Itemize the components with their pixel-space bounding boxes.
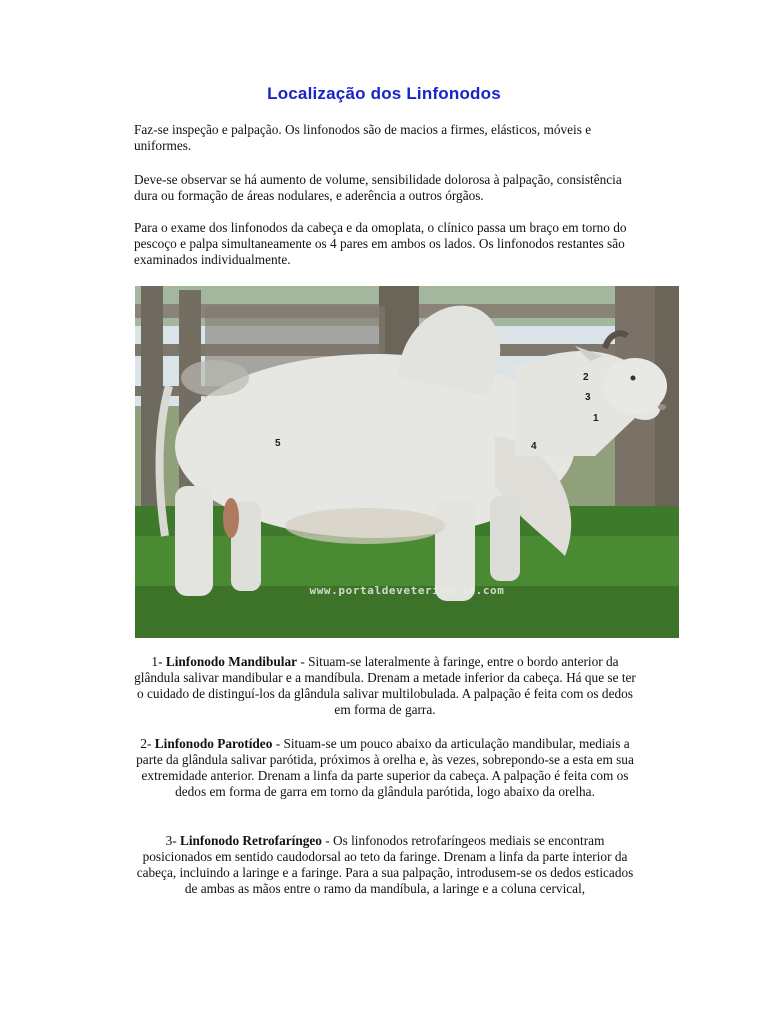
item-mandibular	[132, 654, 638, 718]
marker-4: 4	[531, 441, 537, 452]
intro-paragraph-3: Para o exame dos linfonodos da cabeça e da omoplata, o clínico passa um braço em torno do pescoço e palpa simultaneamente os 4 pares em ambos os lados. Os linfonodos restantes são examinados individualmente.	[134, 220, 627, 267]
item-3-name: Linfonodo Retrofaríngeo	[179, 833, 322, 848]
marker-2: 2	[583, 372, 589, 383]
item-3-text: - Os linfonodos retrofaríngeos mediais se encontram posicionados em sentido caudodorsal ao teto da faringe. Drenam a linfa da parte interior da cabeça, incluindo a laringe e a faringe. Para a sua palpação, introdusem-se os dedos esticados de ambas as mãos entre o ramo da mandíbula, a laringe e a coluna cervical,	[136, 833, 634, 896]
item-1-text: - Situam-se lateralmente à faringe, entre o bordo anterior da glândula salivar mandibular e a mandíbula. Drenam a metade inferior da cabeça. Há que se ter o cuidado de distinguí-los da glândula salivar multilobulada. A palpação é feita com os dedos em forma de garra.	[134, 654, 636, 717]
marker-3: 3	[585, 392, 591, 403]
cattle-photo	[135, 286, 679, 638]
item-2-text: - Situam-se um pouco abaixo da articulação mandibular, mediais a parte da glândula salivar parótida, próximos à orelha e, às vezes, sobrepondo-se a esta em sua extremidade anterior. Drenam a linfa da parte superior da cabeça. A palpação é feita com os dedos em forma de garra em torno da glândula parótida, logo abaixo da orelha.	[136, 736, 634, 799]
item-2-prefix: 2-	[140, 736, 155, 751]
marker-5: 5	[275, 438, 281, 449]
item-1-name: Linfonodo Mandibular	[165, 654, 297, 669]
image-watermark: www.portaldeveterinaria.com	[309, 584, 505, 597]
item-1-prefix: 1-	[151, 654, 166, 669]
intro-paragraph-1: Faz-se inspeção e palpação. Os linfonodos são de macios a firmes, elásticos, móveis e uniformes.	[134, 122, 592, 153]
item-parotideo	[132, 736, 638, 800]
page-title: Localização dos Linfonodos	[267, 84, 501, 103]
item-retrofaringeo	[132, 833, 638, 897]
item-3-prefix: 3-	[165, 833, 180, 848]
intro-paragraph-2: Deve-se observar se há aumento de volume, sensibilidade dolorosa à palpação, consistência dura ou formação de áreas nodulares, e aderência a outros órgãos.	[134, 172, 622, 203]
marker-1: 1	[593, 413, 599, 424]
item-2-name: Linfonodo Parotídeo	[154, 736, 273, 751]
